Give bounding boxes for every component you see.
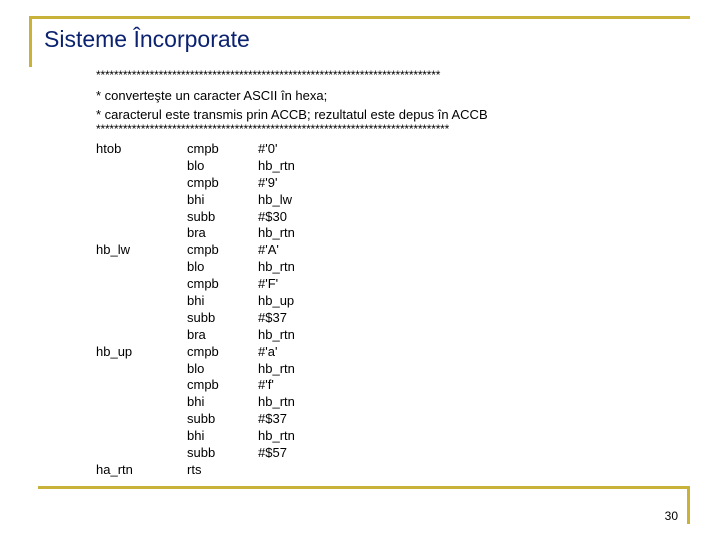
code-label [96,293,187,310]
code-row [96,242,358,259]
code-operand: hb_rtn [258,326,295,342]
code-label: hb_up [96,343,133,359]
code-opcode: cmpb [187,343,219,359]
code-opcode: cmpb [187,377,219,393]
code-operand: hb_rtn [258,157,295,173]
code-opcode: subb [187,411,216,427]
code-label [96,445,187,462]
code-row [96,344,358,361]
code-label [96,175,187,192]
code-label: ha_rtn [96,461,133,477]
code-label [96,310,187,327]
code-label [96,327,187,344]
code-operand: hb_rtn [258,225,295,241]
comment-line: ***************************************************************************** [96,68,441,82]
code-operand: #'f' [258,377,274,393]
code-row [96,327,358,344]
code-label [96,225,187,242]
code-row [96,394,358,411]
code-operand: hb_rtn [258,259,295,275]
code-opcode: cmpb [187,276,219,292]
code-row [96,411,358,428]
code-row [96,310,358,327]
code-label [96,411,187,428]
code-label [96,361,187,378]
frame-left-border [29,16,32,67]
code-label: htob [96,141,122,156]
code-opcode: rts [187,461,202,477]
code-operand: #'F' [258,276,279,292]
code-opcode: bhi [187,293,205,309]
code-row [96,377,358,394]
code-label: hb_lw [96,242,130,258]
code-row [96,192,358,209]
code-row [96,361,358,378]
code-opcode: blo [187,157,205,173]
code-opcode: bra [187,225,206,241]
code-operand: hb_rtn [258,428,295,444]
code-row [96,209,358,226]
code-opcode: bhi [187,191,205,207]
code-operand: hb_rtn [258,360,295,376]
code-operand: hb_lw [258,191,292,207]
code-label [96,428,187,445]
code-operand: #'A' [258,242,279,258]
code-row [96,141,358,158]
comment-line: * converteşte un caracter ASCII în hexa; [96,88,328,103]
code-opcode: subb [187,445,216,461]
comment-line: ******************************************************************************* [96,122,450,136]
code-operand: hb_rtn [258,394,295,410]
code-label [96,158,187,175]
code-row [96,445,358,462]
code-label [96,394,187,411]
code-operand: #$30 [258,208,287,224]
code-opcode: subb [187,309,216,325]
code-label [96,209,187,226]
code-operand: #$37 [258,411,287,427]
code-listing [96,141,358,479]
code-opcode: cmpb [187,242,219,258]
code-row [96,175,358,192]
slide-title: Sisteme Încorporate [44,26,250,52]
comment-line: * caracterul este transmis prin ACCB; rezultatul este depus în ACCB [96,107,488,122]
code-opcode: bhi [187,394,205,410]
code-opcode: cmpb [187,174,219,190]
code-row [96,276,358,293]
code-operand: #$57 [258,445,287,461]
code-opcode: subb [187,208,216,224]
code-opcode: bhi [187,428,205,444]
code-row [96,259,358,276]
code-label [96,377,187,394]
code-opcode: cmpb [187,141,219,156]
code-opcode: blo [187,360,205,376]
frame-top-border [29,16,690,19]
code-operand [258,462,358,479]
code-label [96,259,187,276]
frame-bottom-border [38,486,690,489]
code-row [96,293,358,310]
code-operand: #'9' [258,174,278,190]
page-number: 30 [664,509,678,523]
code-operand: #'a' [258,343,278,359]
code-label [96,192,187,209]
code-row [96,462,358,479]
code-label [96,276,187,293]
code-operand: hb_up [258,293,295,309]
code-operand: #$37 [258,309,287,325]
code-opcode: bra [187,326,206,342]
code-row [96,428,358,445]
code-operand: #'0' [258,141,278,156]
frame-right-border [687,486,690,524]
code-opcode: blo [187,259,205,275]
code-row [96,225,358,242]
code-row [96,158,358,175]
